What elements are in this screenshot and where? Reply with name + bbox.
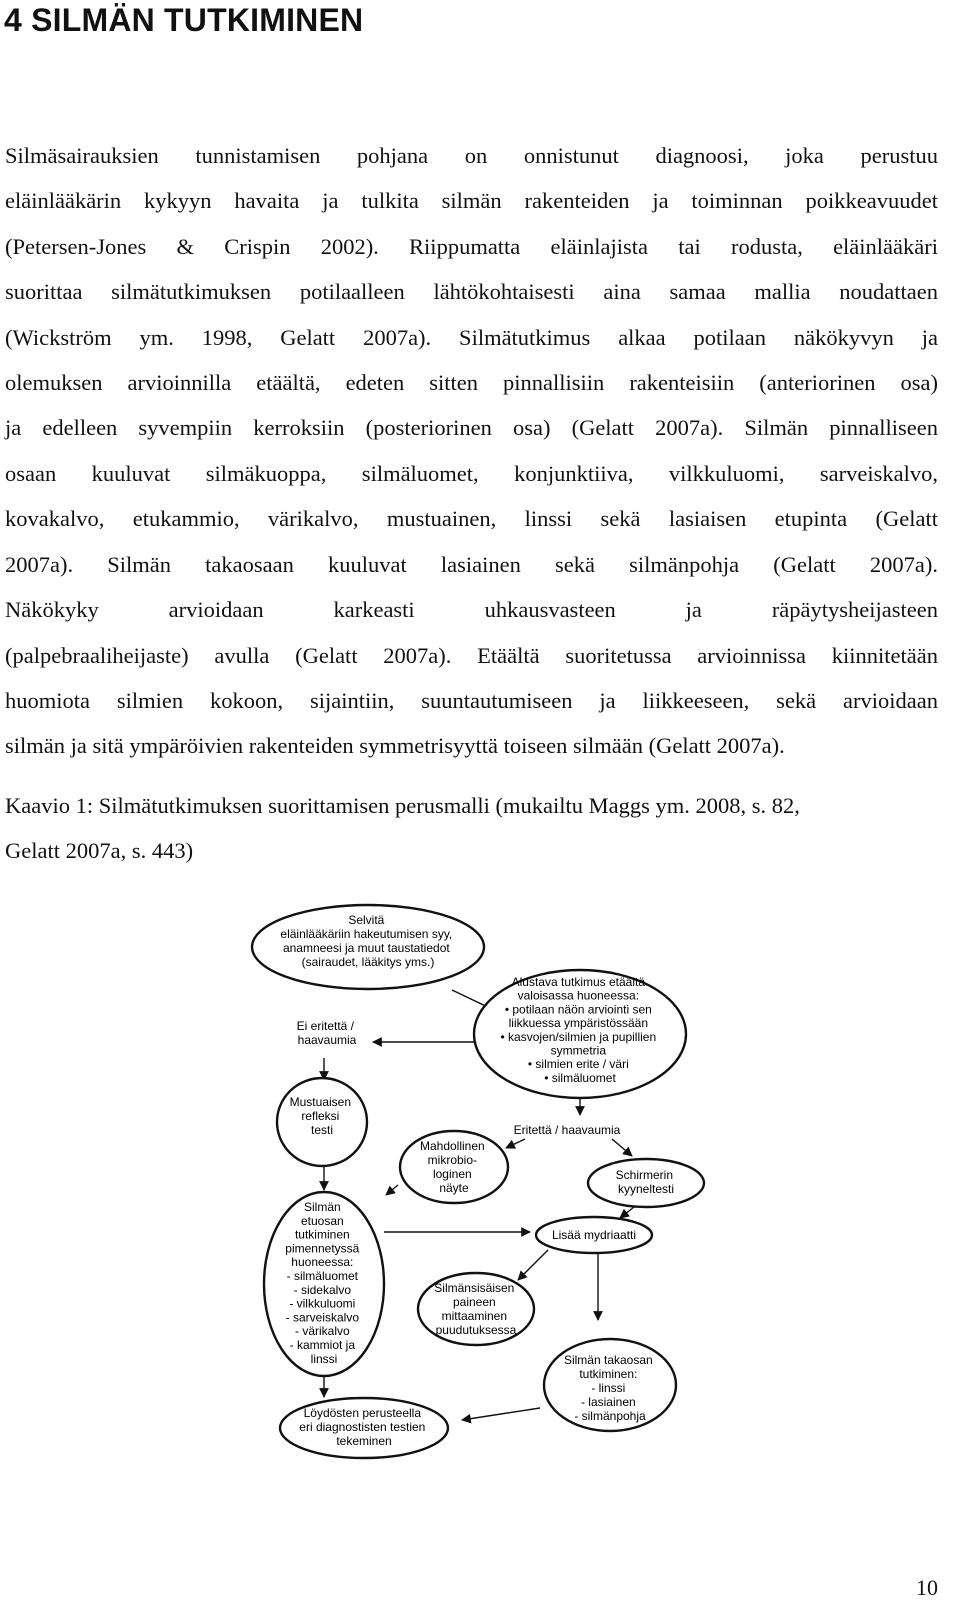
node-schirmer-label: Schirmerin kyyneltesti <box>615 1168 675 1196</box>
paragraph-line: huomiota silmien kokoon, sijaintiin, suuntautumiseen ja liikkeeseen, sekä arvioidaan <box>5 688 938 713</box>
node-paine <box>418 1273 534 1345</box>
arrow-eritetta-to-mikrobio <box>506 1139 525 1148</box>
paragraph-line: 2007a). Silmän takaosaan kuuluvat lasiainen sekä silmänpohja (Gelatt 2007a). <box>5 552 938 577</box>
node-eritetta <box>514 1123 621 1137</box>
node-alustava <box>474 970 686 1098</box>
node-mydriaatti <box>536 1217 652 1253</box>
node-mustuaisen-label: Mustuaisen refleksi testi <box>289 1095 352 1137</box>
node-etuosa <box>264 1192 384 1376</box>
node-selvita-label: Selvitä eläinlääkäriin hakeutumisen syy, anamneesi ja muut taustatiedot (sairaudet, lääkitys yms.) <box>280 913 453 969</box>
page-number: 10 <box>916 1575 938 1600</box>
node-mustuaisen <box>277 1078 367 1166</box>
paragraph-line: osaan kuuluvat silmäkuoppa, silmäluomet, konjunktiiva, vilkkuluomi, sarveiskalvo, <box>5 461 938 486</box>
caption-line: Kaavio 1: Silmätutkimuksen suorittamisen perusmalli (mukailtu Maggs ym. 2008, s. 82, <box>5 793 800 818</box>
page-heading: 4 SILMÄN TUTKIMINEN <box>4 2 364 38</box>
node-alustava-label: Alustava tutkimus etäältä valoisassa huoneessa: • potilaan näön arviointi sen liikkuessa ympäristössään • kasvojen/silmien ja pupillien symmetria • silmien erite / väri • silmäluomet <box>500 975 657 1085</box>
paragraph-line: Näkökyky arvioidaan karkeasti uhkausvasteen ja räpäytysheijasteen <box>5 597 938 622</box>
paragraph-line: olemuksen arvioinnilla etäältä, edeten sitten pinnallisiin rakenteisiin (anteriorinen osa) <box>5 370 938 395</box>
node-ei-eritetta-label: Ei eritettä / haavaumia <box>296 1019 357 1047</box>
arrow-schirmer-to-mydriaatti <box>620 1207 634 1218</box>
node-schirmer <box>588 1159 704 1207</box>
arrow-takaosa-to-loydosten <box>462 1408 540 1420</box>
paragraph-line: ja edelleen syvempiin kerroksiin (posteriorinen osa) (Gelatt 2007a). Silmän pinnalliseen <box>5 415 938 440</box>
arrow-eritetta-to-schirmer <box>612 1139 632 1156</box>
node-etuosa-label: Silmän etuosan tutkiminen pimennetyssä huoneessa: - silmäluomet - sidekalvo - vilkkuluomi - sarveiskalvo - värikalvo - kammiot ja linssi <box>285 1200 360 1366</box>
arrow-mikrobio-to-etuosa <box>386 1185 398 1195</box>
paragraph-line: eläinlääkärin kykyyn havaita ja tulkita silmän rakenteiden ja toiminnan poikkeavuudet <box>5 188 938 213</box>
node-mikrobio <box>400 1131 508 1203</box>
node-eritetta-label: Eritettä / haavaumia <box>513 1123 621 1137</box>
node-takaosa <box>544 1339 676 1431</box>
node-selvita <box>252 905 484 989</box>
node-takaosa-label: Silmän takaosan tutkiminen: - linssi - lasiainen - silmänpohja <box>563 1353 653 1423</box>
paragraph-line: silmän ja sitä ympäröivien rakenteiden symmetrisyyttä toiseen silmään (Gelatt 2007a). <box>5 733 785 758</box>
paragraph-line: suorittaa silmätutkimuksen potilaalleen lähtökohtaisesti aina samaa mallia noudattaen <box>5 279 938 304</box>
node-ei-eritetta <box>297 1019 358 1047</box>
node-paine-label: Silmänsisäisen paineen mittaaminen puudutuksessa <box>434 1281 517 1337</box>
paragraph-line: (palpebraaliheijaste) avulla (Gelatt 2007a). Etäältä suoritetussa arvioinnissa kiinnitetään <box>5 643 938 668</box>
paragraph-line: (Wickström ym. 1998, Gelatt 2007a). Silmätutkimus alkaa potilaan näkökyvyn ja <box>5 325 938 350</box>
node-loydosten-label: Löydösten perusteella eri diagnostisten testien tekeminen <box>299 1406 426 1448</box>
paragraph-line: Silmäsairauksien tunnistamisen pohjana on onnistunut diagnoosi, joka perustuu <box>5 143 938 168</box>
node-mikrobio-label: Mahdollinen mikrobio- loginen näyte <box>419 1139 485 1195</box>
caption-line: Gelatt 2007a, s. 443) <box>5 838 194 863</box>
arrow-mydriaatti-to-paine <box>518 1250 548 1280</box>
node-mydriaatti-label: Lisää mydriaatti <box>551 1228 637 1242</box>
paragraph-line: kovakalvo, etukammio, värikalvo, mustuainen, linssi sekä lasiaisen etupinta (Gelatt <box>5 506 938 531</box>
node-loydosten <box>280 1398 448 1458</box>
paragraph-line: (Petersen-Jones & Crispin 2002). Riippumatta eläinlajista tai rodusta, eläinlääkäri <box>5 234 938 259</box>
